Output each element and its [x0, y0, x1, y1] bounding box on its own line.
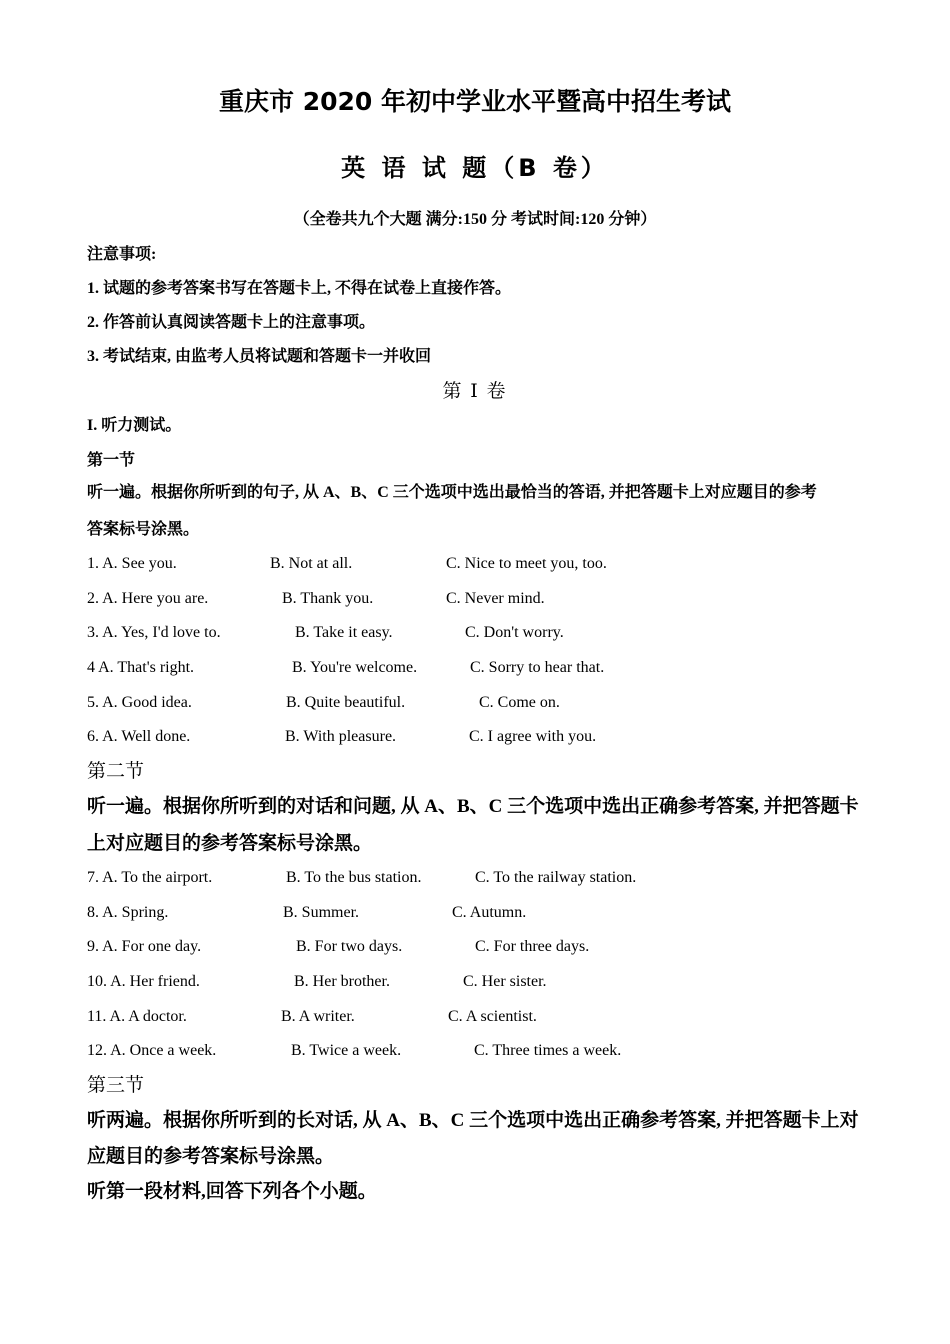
section1-title: 第一节	[87, 452, 136, 469]
notice-item-1: 1. 试题的参考答案书写在答题卡上, 不得在试卷上直接作答。	[87, 280, 512, 297]
option-a: 8. A. Spring.	[87, 904, 169, 921]
option-c: C. For three days.	[475, 938, 590, 955]
option-b: B. Summer.	[283, 904, 360, 921]
option-a: 10. A. Her friend.	[87, 973, 200, 990]
section3-instruction-2: 应题目的参考答案标号涂黑。	[87, 1146, 335, 1167]
option-a: 12. A. Once a week.	[87, 1042, 217, 1059]
option-a: 9. A. For one day.	[87, 938, 202, 955]
section3-title: 第三节	[87, 1075, 145, 1096]
option-c: C. I agree with you.	[469, 728, 597, 745]
option-c: C. Autumn.	[452, 904, 527, 921]
option-c: C. Nice to meet you, too.	[446, 555, 607, 572]
section2-title: 第二节	[87, 761, 145, 782]
option-b: B. Take it easy.	[295, 624, 393, 641]
exam-title: 重庆市 2020 年初中学业水平暨高中招生考试	[219, 87, 731, 116]
option-c: C. Her sister.	[463, 973, 547, 990]
notice-heading: 注意事项:	[87, 246, 157, 263]
option-a: 7. A. To the airport.	[87, 869, 213, 886]
option-c: C. Never mind.	[446, 590, 545, 607]
part1-heading: I. 听力测试。	[87, 417, 182, 434]
option-a: 2. A. Here you are.	[87, 590, 209, 607]
option-b: B. You're welcome.	[292, 659, 418, 676]
option-c: C. Sorry to hear that.	[470, 659, 605, 676]
option-b: B. Quite beautiful.	[286, 694, 406, 711]
option-c: C. A scientist.	[448, 1008, 537, 1025]
option-b: B. A writer.	[281, 1008, 355, 1025]
option-b: B. Not at all.	[270, 555, 353, 572]
option-c: C. Three times a week.	[474, 1042, 622, 1059]
section3-instruction-3: 听第一段材料,回答下列各个小题。	[87, 1181, 377, 1202]
option-c: C. Come on.	[479, 694, 560, 711]
option-b: B. Thank you.	[282, 590, 374, 607]
option-a: 6. A. Well done.	[87, 728, 191, 745]
exam-info: （全卷共九个大题 满分:150 分 考试时间:120 分钟）	[293, 211, 657, 228]
option-a: 3. A. Yes, I'd love to.	[87, 624, 221, 641]
section2-instruction-1: 听一遍。根据你所听到的对话和问题, 从 A、B、C 三个选项中选出正确参考答案, 并把答题卡	[87, 796, 859, 817]
option-a: 5. A. Good idea.	[87, 694, 192, 711]
option-b: B. For two days.	[296, 938, 403, 955]
section1-instruction-1: 听一遍。根据你所听到的句子, 从 A、B、C 三个选项中选出最恰当的答语, 并把答题卡上对应题目的参考	[87, 484, 817, 501]
option-a: 4 A. That's right.	[87, 659, 195, 676]
notice-item-3: 3. 考试结束, 由监考人员将试题和答题卡一并收回	[87, 348, 432, 365]
option-c: C. Don't worry.	[465, 624, 564, 641]
section3-instruction-1: 听两遍。根据你所听到的长对话, 从 A、B、C 三个选项中选出正确参考答案, 并把答题卡上对	[87, 1110, 859, 1131]
option-c: C. To the railway station.	[475, 869, 637, 886]
section2-instruction-2: 上对应题目的参考答案标号涂黑。	[87, 833, 373, 854]
option-a: 11. A. A doctor.	[87, 1008, 187, 1025]
option-a: 1. A. See you.	[87, 555, 177, 572]
section1-instruction-2: 答案标号涂黑。	[87, 521, 200, 538]
notice-item-2: 2. 作答前认真阅读答题卡上的注意事项。	[87, 314, 376, 331]
option-b: B. Twice a week.	[291, 1042, 402, 1059]
volume-heading: 第 Ⅰ 卷	[442, 381, 508, 402]
exam-subtitle: 英 语 试 题（B 卷）	[341, 154, 609, 182]
option-b: B. To the bus station.	[286, 869, 422, 886]
option-b: B. With pleasure.	[285, 728, 397, 745]
option-b: B. Her brother.	[294, 973, 390, 990]
